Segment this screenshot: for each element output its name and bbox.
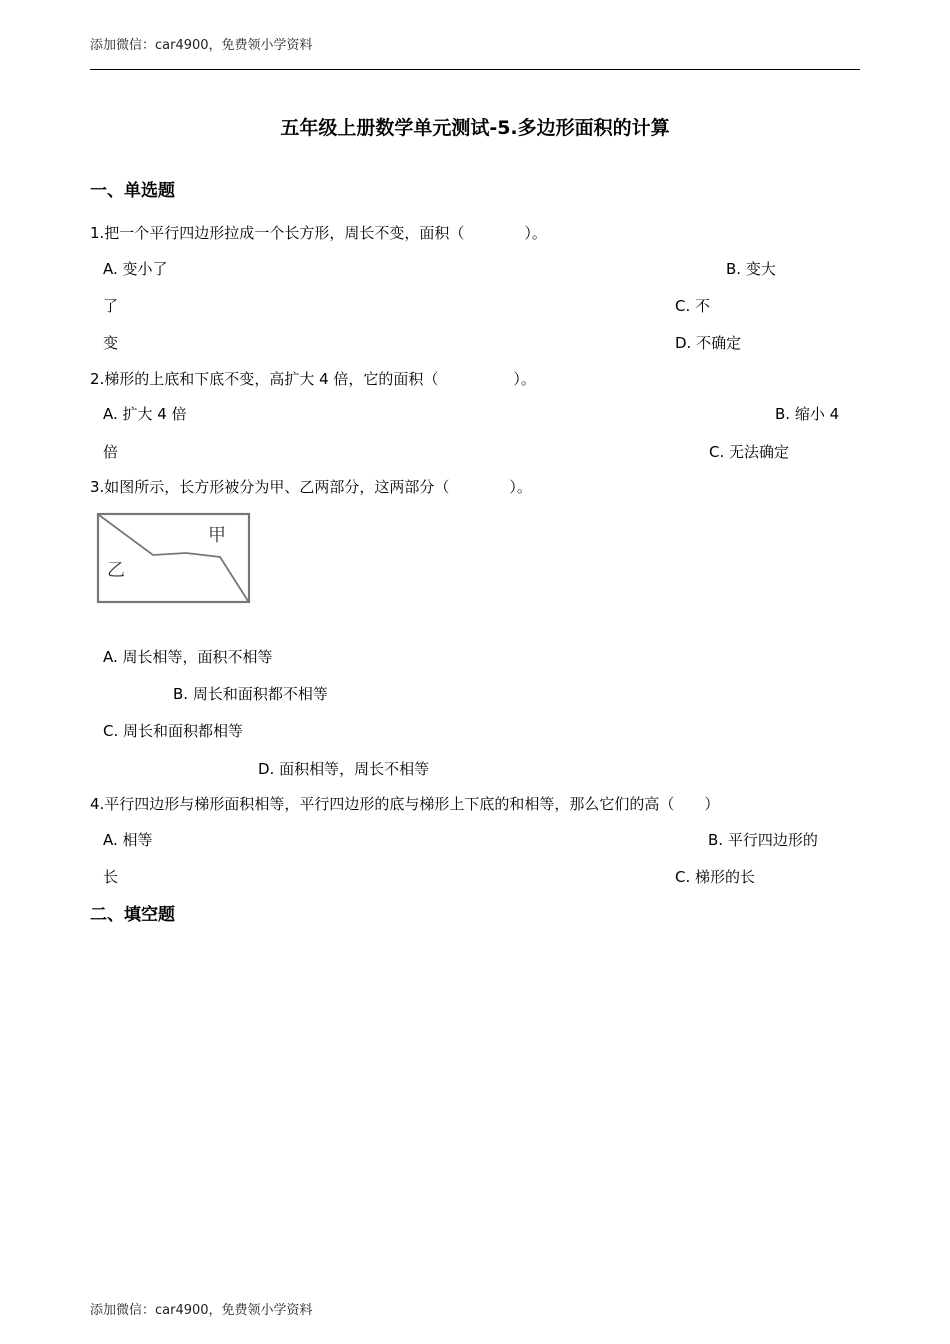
question-1-option-c[interactable]: C. 不 (675, 297, 711, 315)
question-2-option-a[interactable]: A. 扩大 4 倍 (103, 405, 187, 423)
header-rule (90, 69, 860, 70)
question-1-option-c-wrap: 变 (103, 334, 119, 352)
rectangle-outline (98, 514, 249, 602)
question-4-option-b-wrap: 长 (103, 868, 119, 886)
question-3-option-a[interactable]: A. 周长相等，面积不相等 (103, 648, 273, 666)
question-1-option-a[interactable]: A. 变小了 (103, 260, 168, 278)
question-2-option-b[interactable]: B. 缩小 4 (775, 405, 840, 423)
question-4-stem: 4.平行四边形与梯形面积相等，平行四边形的底与梯形上下底的和相等，那么它们的高（ ） (90, 795, 720, 813)
question-2-option-c[interactable]: C. 无法确定 (709, 443, 790, 461)
page-footer: 添加微信：car4900，免费领小学资料 (90, 1303, 313, 1318)
label-yi: 乙 (107, 560, 125, 581)
question-1-option-d[interactable]: D. 不确定 (675, 334, 742, 352)
section-heading-fill-blank: 二、填空题 (90, 905, 175, 925)
label-jia: 甲 (208, 525, 226, 546)
question-3-option-c[interactable]: C. 周长和面积都相等 (103, 722, 244, 740)
question-4-option-c[interactable]: C. 梯形的长 (675, 868, 756, 886)
question-4-option-b[interactable]: B. 平行四边形的 (708, 831, 818, 849)
question-3-stem: 3.如图所示，长方形被分为甲、乙两部分，这两部分（ ）。 (90, 478, 532, 496)
question-3-option-d[interactable]: D. 面积相等，周长不相等 (258, 760, 430, 778)
question-2-stem: 2.梯形的上底和下底不变，高扩大 4 倍，它的面积（ ）。 (90, 370, 536, 388)
page-header: 添加微信：car4900，免费领小学资料 (90, 38, 313, 53)
question-2-option-b-wrap: 倍 (103, 443, 119, 461)
question-4-option-a[interactable]: A. 相等 (103, 831, 153, 849)
question-1-stem: 1.把一个平行四边形拉成一个长方形，周长不变，面积（ ）。 (90, 224, 547, 242)
question-3-option-b[interactable]: B. 周长和面积都不相等 (173, 685, 328, 703)
section-heading-single-choice: 一、单选题 (90, 181, 175, 201)
question-1-option-b[interactable]: B. 变大 (726, 260, 776, 278)
rectangle-division-figure (96, 512, 252, 605)
page-title: 五年级上册数学单元测试-5.多边形面积的计算 (280, 117, 670, 139)
question-1-option-b-wrap: 了 (103, 297, 119, 315)
